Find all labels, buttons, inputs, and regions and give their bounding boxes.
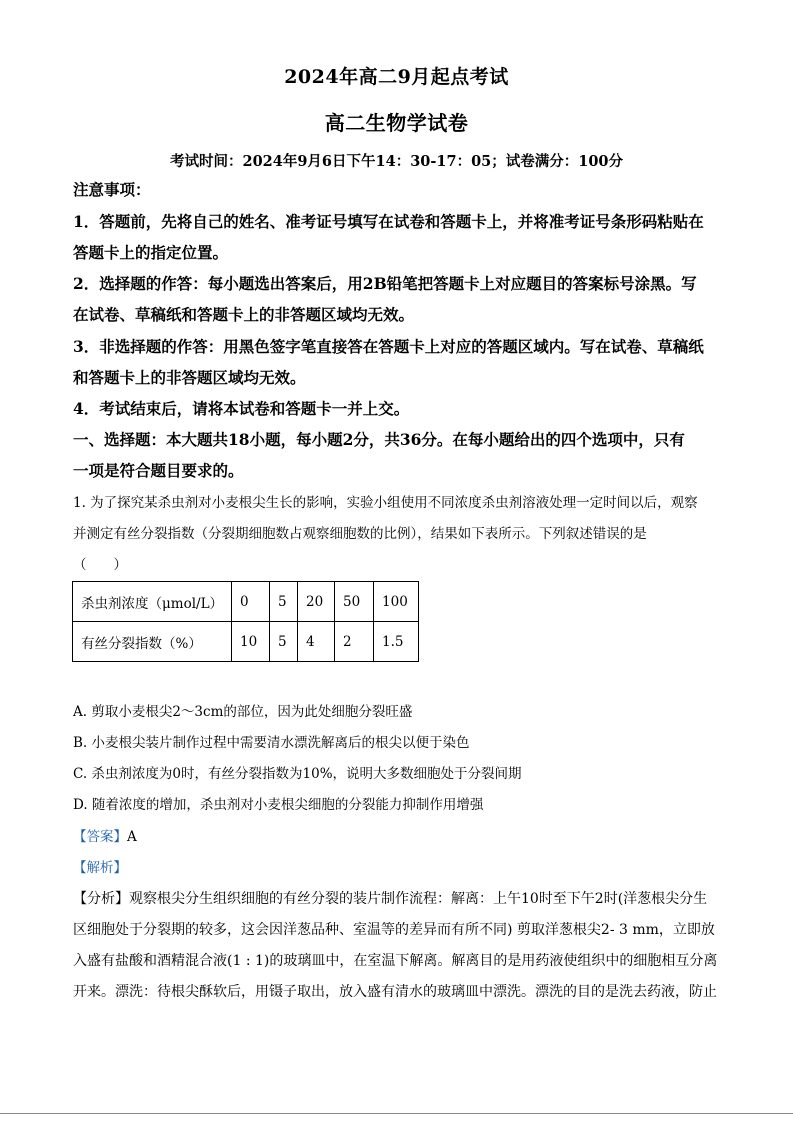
table-row (73, 582, 419, 622)
question-stem: 1. 为了探究某杀虫剂对小麦根尖生长的影响，实验小组使用不同浓度杀虫剂溶液处理一定时间以后，观察 (73, 495, 698, 511)
answer-line (73, 828, 723, 846)
notice-line: 2．选择题的作答：每小题选出答案后，用2B铅笔把答题卡上对应题目的答案标号涂黑。写 (73, 274, 697, 293)
question-stem: （ ） (73, 557, 127, 573)
answer-value: A (127, 829, 137, 845)
table-cell: 5 (270, 582, 298, 622)
notice-heading: 注意事项： (73, 180, 151, 199)
table-cell: 5 (270, 622, 298, 662)
option-c: C. 杀虫剂浓度为0时，有丝分裂指数为10%，说明大多数细胞处于分裂间期 (73, 766, 522, 782)
notice-line: 答题卡上的指定位置。 (73, 243, 229, 262)
exam-title: 2024年高二9月起点考试 (284, 66, 509, 88)
answer-tag: 【答案】 (73, 829, 127, 845)
table-cell: 1.5 (374, 622, 419, 662)
notice-line: 和答题卡上的非答题区域均无效。 (73, 368, 306, 387)
table-cell: 20 (298, 582, 335, 622)
data-table (72, 581, 419, 662)
notice-line: 3．非选择题的作答：用黑色签字笔直接答在答题卡上对应的答题区域内。写在试卷、草稿纸 (73, 337, 704, 356)
question-stem: 并测定有丝分裂指数（分裂期细胞数占观察细胞数的比例），结果如下表所示。下列叙述错误的是 (73, 526, 647, 542)
table-cell: 有丝分裂指数（%） (73, 622, 232, 662)
exam-info: 考试时间：2024年9月6日下午14：30-17：05；试卷满分：100分 (169, 153, 624, 170)
table-cell: 4 (298, 622, 335, 662)
analysis-line: 入盛有盐酸和酒精混合液(1 : 1)的玻璃皿中，在室温下解离。解离目的是用药液使组织中的细胞相互分离 (73, 953, 718, 969)
page-bottom-divider (0, 1113, 793, 1114)
section-heading: 一、选择题：本大题共18小题，每小题2分，共36分。在每小题给出的四个选项中，只有 (73, 430, 685, 449)
table-cell: 10 (232, 622, 270, 662)
exam-subtitle: 高二生物学试卷 (324, 111, 469, 135)
notice-line: 1．答题前，先将自己的姓名、准考证号填写在试卷和答题卡上，并将准考证号条形码粘贴在 (73, 212, 704, 231)
table-cell: 0 (232, 582, 270, 622)
table-cell: 50 (335, 582, 374, 622)
section-heading: 一项是符合题目要求的。 (73, 461, 244, 480)
table-cell: 100 (374, 582, 419, 622)
notice-line: 在试卷、草稿纸和答题卡上的非答题区域均无效。 (73, 305, 415, 324)
analysis-tag-text: 【解析】 (73, 860, 127, 876)
option-d: D. 随着浓度的增加，杀虫剂对小麦根尖细胞的分裂能力抑制作用增强 (73, 797, 484, 813)
option-b: B. 小麦根尖装片制作过程中需要清水漂洗解离后的根尖以便于染色 (73, 735, 470, 751)
table-cell: 2 (335, 622, 374, 662)
table-row (73, 622, 419, 662)
analysis-line: 【分析】观察根尖分生组织细胞的有丝分裂的装片制作流程：解离：上午10时至下午2时(洋葱根尖分生 (73, 891, 708, 907)
analysis-tag (73, 859, 723, 877)
analysis-line: 区细胞处于分裂期的较多，这会因洋葱品种、室温等的差异而有所不同) 剪取洋葱根尖2- 3 mm，立即放 (73, 922, 715, 938)
analysis-line: 开来。漂洗：待根尖酥软后，用镊子取出，放入盛有清水的玻璃皿中漂洗。漂洗的目的是洗去药液，防止 (73, 984, 717, 1000)
table-cell: 杀虫剂浓度（μmol/L） (73, 582, 232, 622)
option-a: A. 剪取小麦根尖2～3cm的部位，因为此处细胞分裂旺盛 (73, 704, 413, 720)
notice-line: 4．考试结束后，请将本试卷和答题卡一并上交。 (73, 399, 410, 418)
